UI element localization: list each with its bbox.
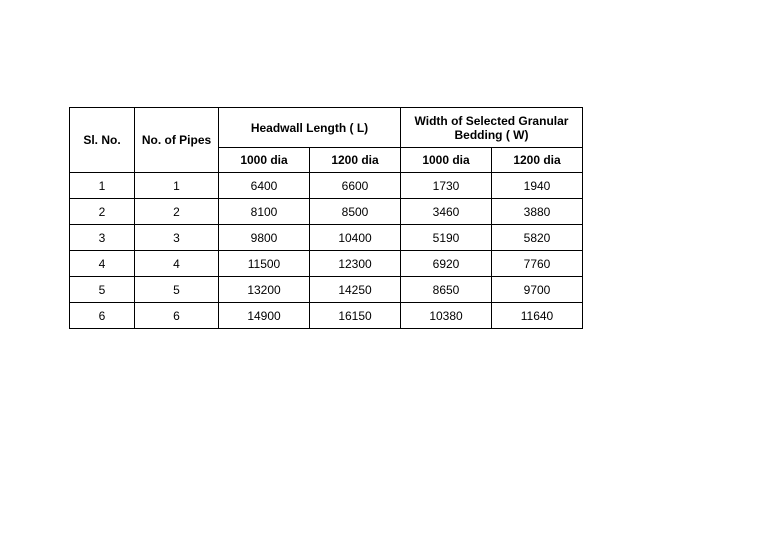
table-row [70,199,583,225]
cell-bedding-1200: 11640 [492,303,583,329]
cell-headwall-1000: 8100 [219,199,310,225]
table-row [70,303,583,329]
cell-no-of-pipes: 4 [135,251,219,277]
header-sl-no: Sl. No. [70,108,135,173]
cell-sl-no: 1 [70,173,135,199]
cell-bedding-1000: 6920 [401,251,492,277]
cell-bedding-1200: 7760 [492,251,583,277]
cell-headwall-1000: 9800 [219,225,310,251]
cell-headwall-1000: 11500 [219,251,310,277]
cell-bedding-1000: 10380 [401,303,492,329]
cell-headwall-1200: 14250 [310,277,401,303]
cell-bedding-1200: 3880 [492,199,583,225]
table-body [70,173,583,329]
cell-bedding-1200: 5820 [492,225,583,251]
cell-bedding-1000: 3460 [401,199,492,225]
cell-sl-no: 4 [70,251,135,277]
header-row-main [70,108,583,148]
cell-sl-no: 3 [70,225,135,251]
table-row [70,225,583,251]
cell-no-of-pipes: 5 [135,277,219,303]
cell-bedding-1200: 9700 [492,277,583,303]
header-bedding-1000-dia: 1000 dia [401,148,492,173]
cell-headwall-1200: 16150 [310,303,401,329]
cell-bedding-1200: 1940 [492,173,583,199]
cell-headwall-1000: 14900 [219,303,310,329]
cell-headwall-1000: 6400 [219,173,310,199]
header-headwall-1200-dia: 1200 dia [310,148,401,173]
header-headwall-length: Headwall Length ( L) [219,108,401,148]
cell-no-of-pipes: 1 [135,173,219,199]
cell-sl-no: 5 [70,277,135,303]
header-bedding-1200-dia: 1200 dia [492,148,583,173]
cell-bedding-1000: 5190 [401,225,492,251]
header-headwall-1000-dia: 1000 dia [219,148,310,173]
cell-headwall-1200: 12300 [310,251,401,277]
cell-no-of-pipes: 3 [135,225,219,251]
cell-sl-no: 6 [70,303,135,329]
cell-headwall-1200: 8500 [310,199,401,225]
cell-sl-no: 2 [70,199,135,225]
cell-bedding-1000: 8650 [401,277,492,303]
cell-bedding-1000: 1730 [401,173,492,199]
cell-headwall-1200: 10400 [310,225,401,251]
pipe-headwall-table [69,107,583,329]
cell-headwall-1200: 6600 [310,173,401,199]
header-no-of-pipes: No. of Pipes [135,108,219,173]
cell-no-of-pipes: 2 [135,199,219,225]
table-row [70,277,583,303]
header-granular-bedding-width: Width of Selected Granular Bedding ( W) [401,108,583,148]
table-row [70,173,583,199]
cell-no-of-pipes: 6 [135,303,219,329]
cell-headwall-1000: 13200 [219,277,310,303]
table-row [70,251,583,277]
